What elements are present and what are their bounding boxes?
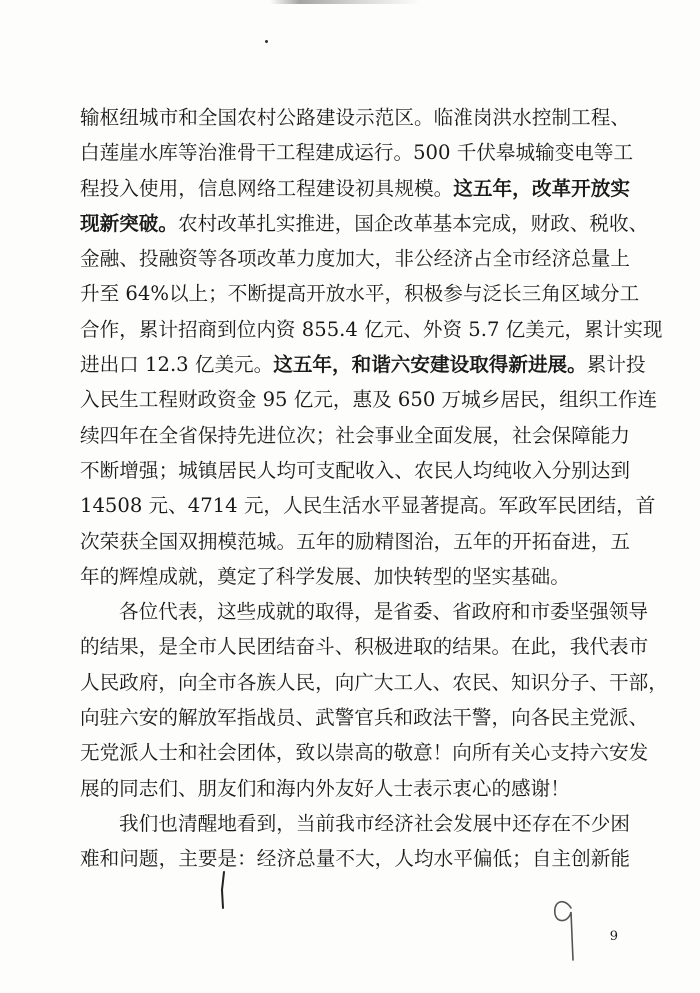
text-line — [80, 312, 663, 347]
text-line — [80, 735, 649, 770]
page-number: 9 — [609, 929, 618, 944]
text-line — [80, 100, 630, 135]
text-run: 升至 64%以上；不断提高开放水平，积极参与泛长三角区域分工 — [80, 282, 640, 306]
text-run: 的结果，是全市人民团结奋斗、积极进取的结果。在此，我代表市 — [80, 635, 649, 659]
text-run: 向驻六安的解放军指战员、武警官兵和政法干警，向各民主党派、 — [80, 706, 649, 730]
text-line — [80, 700, 649, 735]
text-run: 展的同志们、朋友们和海内外友好人士表示衷心的感谢！ — [80, 776, 570, 800]
text-line — [80, 665, 668, 700]
text-run: 累计投 — [586, 353, 646, 377]
text-run: 续四年在全省保持先进位次；社会事业全面发展，社会保障能力 — [80, 423, 630, 447]
text-line — [80, 629, 649, 664]
handwritten-page-mark — [543, 890, 583, 970]
text-run: 合作，累计招商到位内资 855.4 亿元、外资 5.7 亿美元，累计实现 — [80, 317, 663, 341]
text-line — [80, 135, 634, 170]
text-line — [80, 594, 649, 629]
text-line — [80, 171, 630, 206]
bold-phrase: 这五年，改革开放实 — [453, 176, 631, 200]
text-run: 各位代表，这些成就的取得，是省委、省政府和市委坚强领导 — [119, 600, 649, 624]
bold-phrase: 这五年，和谐六安建设取得新进展。 — [273, 353, 587, 377]
text-run: 金融、投融资等各项改革力度加大，非公经济占全市经济总量上 — [80, 247, 630, 271]
text-run: 难和问题，主要是：经济总量不大，人均水平偏低；自主创新能 — [80, 847, 630, 871]
text-run: 次荣获全国双拥模范城。五年的励精图治，五年的开拓奋进，五 — [80, 529, 630, 553]
scan-edge-mark — [270, 0, 420, 4]
text-line — [80, 241, 630, 276]
pen-stroke — [218, 870, 228, 910]
text-line — [80, 453, 630, 488]
text-run: 农村改革扎实推进，国企改革基本完成，财政、税收、 — [177, 211, 649, 235]
text-run: 人民政府，向全市各族人民，向广大工人、农民、知识分子、干部， — [80, 670, 668, 694]
text-line — [80, 488, 656, 523]
text-line — [80, 418, 630, 453]
text-run: 14508 元、4714 元，人民生活水平显著提高。军政军民团结，首 — [80, 494, 656, 518]
body-text — [80, 100, 668, 877]
text-line — [80, 771, 630, 806]
text-run: 我们也清醒地看到，当前我市经济社会发展中还存在不少困 — [119, 811, 630, 835]
text-run: 进出口 12.3 亿美元。 — [80, 353, 274, 377]
text-line — [80, 276, 640, 311]
text-line — [80, 559, 630, 594]
text-line — [80, 347, 646, 382]
text-line — [80, 806, 630, 841]
text-run: 入民生工程财政资金 95 亿元，惠及 650 万城乡居民，组织工作连 — [80, 388, 658, 412]
bold-phrase: 现新突破。 — [80, 211, 178, 235]
text-line — [80, 841, 630, 876]
text-run: 无党派人士和社会团体，致以崇高的敬意！向所有关心支持六安发 — [80, 741, 649, 765]
text-run: 不断增强；城镇居民人均可支配收入、农民人均纯收入分别达到 — [80, 458, 630, 482]
text-run: 输枢纽城市和全国农村公路建设示范区。临淮岗洪水控制工程、 — [80, 106, 630, 129]
scan-dot — [265, 40, 268, 43]
text-line — [80, 382, 658, 417]
text-run: 程投入使用，信息网络工程建设初具规模。 — [80, 176, 454, 200]
text-line — [80, 524, 630, 559]
text-line — [80, 206, 649, 241]
text-run: 年的辉煌成就，奠定了科学发展、加快转型的坚实基础。 — [80, 564, 570, 588]
text-run: 白莲崖水库等治淮骨干工程建成运行。500 千伏皋城输变电等工 — [80, 141, 634, 165]
